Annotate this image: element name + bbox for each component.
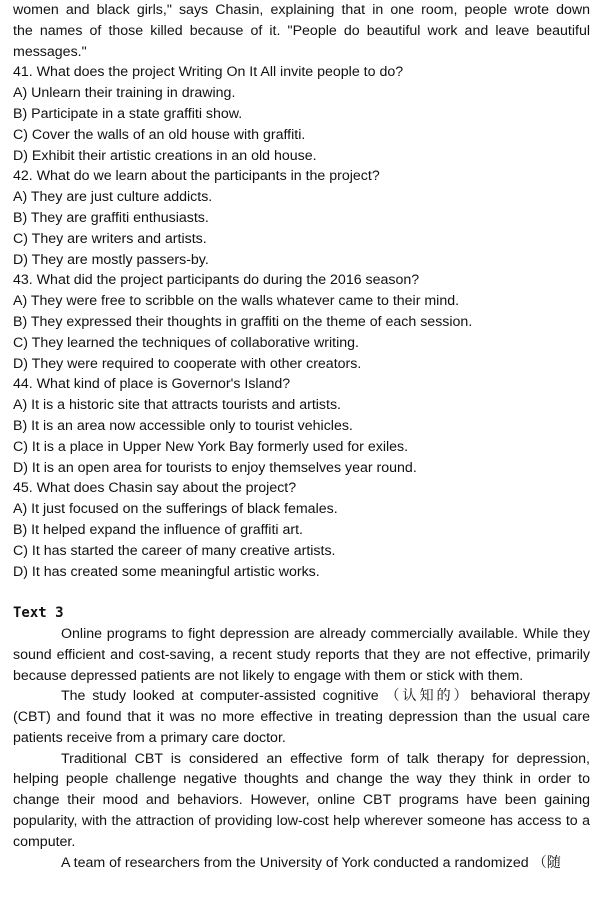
option-c: C) Cover the walls of an old house with graffiti. [13,126,306,143]
section-heading: Text 3 [13,605,64,622]
option-c: C) They are writers and artists. [13,230,207,247]
question-43 [13,270,590,374]
option-b: B) Participate in a state graffiti show. [13,105,243,122]
question-stem: 44. What kind of place is Governor's Island? [13,376,291,393]
question-44 [13,374,590,478]
option-b: B) It is an area now accessible only to tourist vehicles. [13,417,353,434]
option-a: A) They were free to scribble on the walls whatever came to their mind. [13,293,460,310]
section-spacer [13,582,590,603]
text-line: women and black girls," says Chasin, explaining that in one room, people wrote down [13,2,590,18]
question-45 [13,478,590,582]
option-a: A) They are just culture addicts. [13,189,213,206]
question-stem: 45. What does Chasin say about the project? [13,480,297,497]
text-line: the names of those killed because of it. "People do beautiful work and leave beautiful [13,22,590,39]
option-d: D) It has created some meaningful artistic works. [13,563,320,580]
text3-body [13,624,590,874]
option-d: D) It is an open area for tourists to enjoy themselves year round. [13,459,417,476]
option-d: D) They are mostly passers-by. [13,251,209,268]
option-b: B) It helped expand the influence of graffiti art. [13,521,303,538]
document-page [13,0,590,873]
option-c: C) It is a place in Upper New York Bay formerly used for exiles. [13,438,409,455]
option-d: D) They were required to cooperate with other creators. [13,355,362,372]
option-a: A) It is a historic site that attracts tourists and artists. [13,397,342,414]
option-b: B) They are graffiti enthusiasts. [13,209,209,226]
option-a: A) Unlearn their training in drawing. [13,85,236,102]
option-a: A) It just focused on the sufferings of black females. [13,501,338,518]
text-line: messages." [13,43,87,60]
paragraph: A team of researchers from the University of York conducted a randomized （随 [61,854,561,871]
question-42 [13,166,590,270]
question-stem: 43. What did the project participants do during the 2016 season? [13,272,420,289]
question-stem: 41. What does the project Writing On It All invite people to do? [13,64,404,81]
paragraph: Online programs to fight depression are already commercially available. While they sound efficient and cost-saving, a recent study reports that they are not effective, primarily because depressed patients are not likely to engage with them or stick with them. [13,625,590,684]
option-b: B) They expressed their thoughts in graffiti on the theme of each session. [13,313,473,330]
option-c: C) They learned the techniques of collaborative writing. [13,334,359,351]
question-41 [13,62,590,166]
question-stem: 42. What do we learn about the participants in the project? [13,168,380,185]
option-c: C) It has started the career of many creative artists. [13,542,336,559]
option-d: D) Exhibit their artistic creations in an old house. [13,147,317,164]
paragraph: Traditional CBT is considered an effective form of talk therapy for depression, helping people challenge negative thoughts and change the way they think in order to change their mood and behaviors. However, online CBT programs have been gaining popularity, with the attraction of providing low-cost help wherever someone has access to a computer. [13,750,590,850]
paragraph: The study looked at computer-assisted cognitive （认知的）behavioral therapy (CBT) and found that it was no more effective in treating depression than the usual care patients receive from a primary care doctor. [13,688,590,746]
intro-paragraph [13,0,590,62]
